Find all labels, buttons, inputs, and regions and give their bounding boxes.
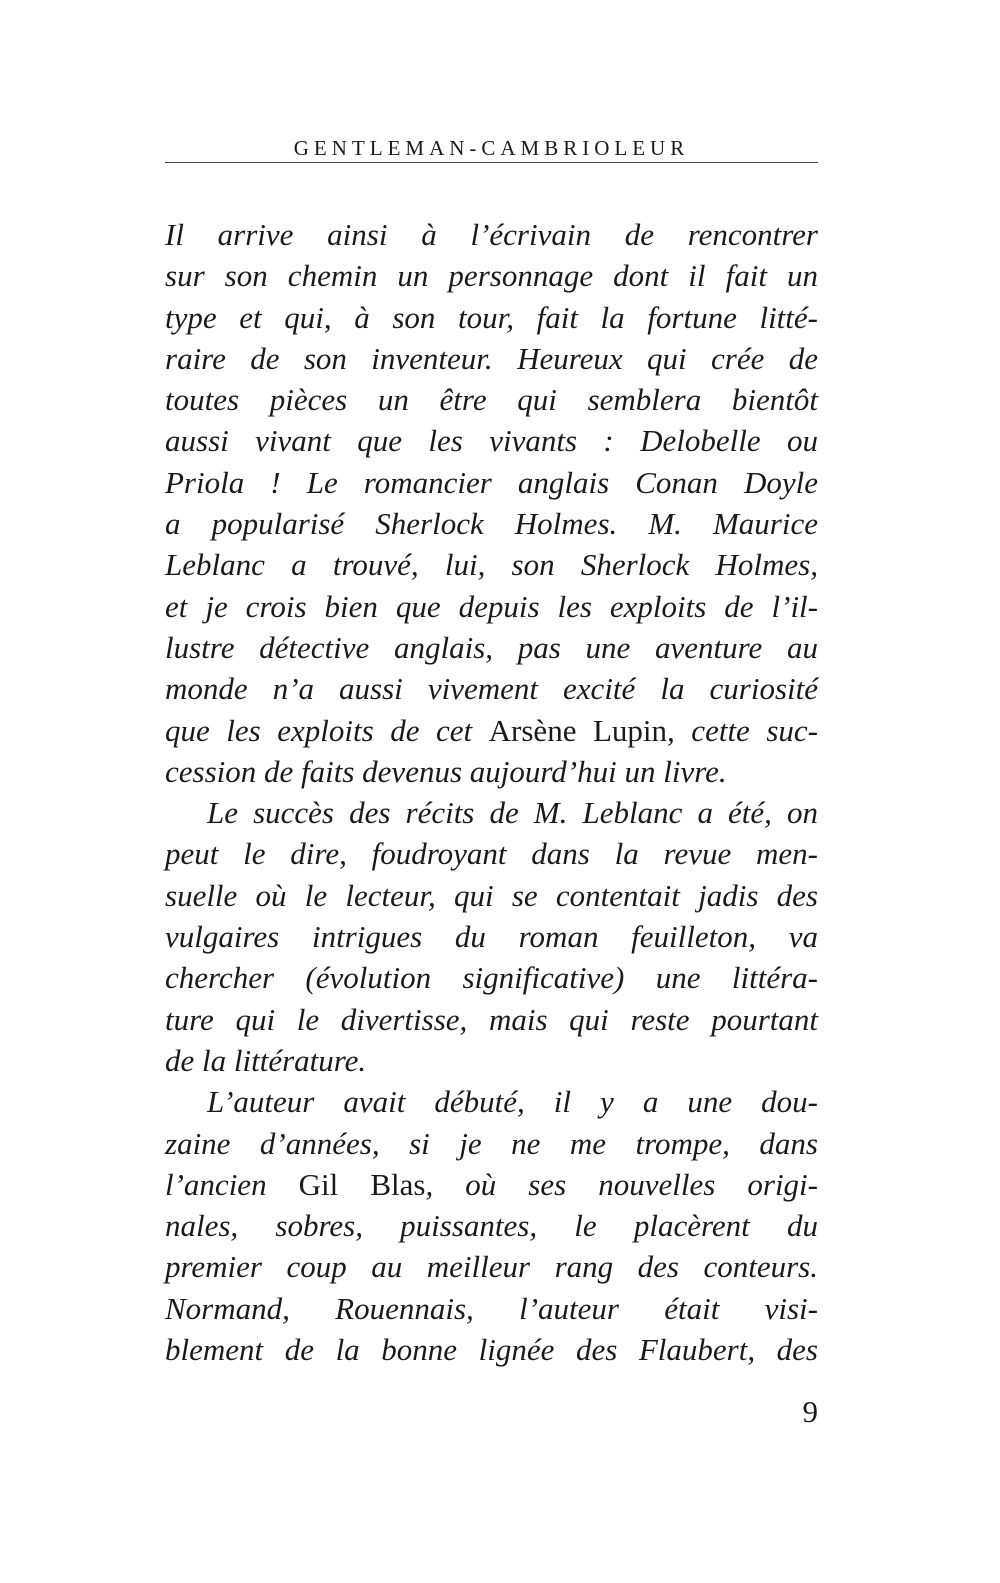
book-title-arsene-lupin: Arsène Lupin	[488, 712, 668, 748]
text-line: aussi vivant que les vivants : Delobelle ou	[165, 423, 818, 459]
text-line: zaine d’années, si je ne me trompe, dans	[165, 1125, 818, 1161]
text-line: sur son chemin un personnage dont il fait un	[165, 258, 818, 294]
text-line: Priola ! Le romancier anglais Conan Doyle	[165, 464, 818, 500]
text-line: nales, sobres, puissantes, le placèrent du	[165, 1208, 818, 1244]
body-text	[165, 214, 818, 1370]
text-line: L’auteur avait débuté, il y a une dou-	[207, 1084, 818, 1120]
text-line: ture qui le divertisse, mais qui reste pourtant	[165, 1001, 818, 1037]
text-line: Le succès des récits de M. Leblanc a été, on	[207, 795, 818, 831]
text-line: et je crois bien que depuis les exploits de l’il-	[165, 588, 818, 624]
text-line: de la littérature.	[165, 1042, 367, 1078]
text-line: peut le dire, foudroyant dans la revue men-	[165, 836, 818, 872]
text-line: raire de son inventeur. Heureux qui crée de	[165, 340, 818, 376]
text-line: suelle où le lecteur, qui se contentait jadis des	[165, 877, 818, 913]
header-rule	[165, 162, 818, 163]
text-line: lustre détective anglais, pas une aventure au	[165, 629, 818, 665]
text-line: l’ancien Gil Blas, où ses nouvelles origi-	[165, 1166, 818, 1202]
text-line: type et qui, à son tour, fait la fortune litté-	[165, 299, 818, 335]
page-number: 9	[802, 1394, 818, 1429]
text-line: toutes pièces un être qui semblera bientôt	[165, 382, 818, 418]
text-line: Leblanc a trouvé, lui, son Sherlock Holmes,	[165, 547, 818, 583]
text-line: cession de faits devenus aujourd’hui un livre.	[165, 753, 727, 789]
text-line: premier coup au meilleur rang des conteurs.	[165, 1249, 818, 1285]
text-line: blement de la bonne lignée des Flaubert, des	[165, 1332, 818, 1368]
text-line: a popularisé Sherlock Holmes. M. Maurice	[165, 506, 818, 542]
running-header: GENTLEMAN-CAMBRIOLEUR	[293, 136, 690, 160]
text-line: vulgaires intrigues du roman feuilleton, va	[165, 919, 818, 955]
text-line: que les exploits de cet Arsène Lupin, cette suc-	[165, 712, 818, 748]
text-line: Il arrive ainsi à l’écrivain de rencontrer	[165, 217, 818, 252]
text-line: Normand, Rouennais, l’auteur était visi-	[165, 1290, 818, 1326]
text-line: chercher (évolution significative) une littéra-	[165, 960, 818, 996]
journal-title-gil-blas: Gil Blas	[298, 1166, 426, 1202]
text-line: monde n’a aussi vivement excité la curiosité	[165, 671, 818, 707]
